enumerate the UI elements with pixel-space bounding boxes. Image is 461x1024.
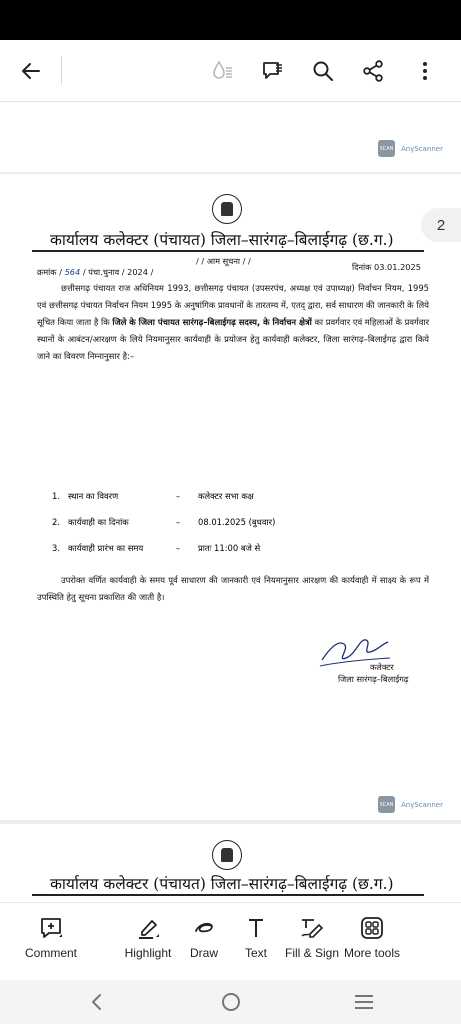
top-toolbar (0, 40, 461, 102)
scan-logo-icon (378, 796, 395, 813)
comments-icon[interactable] (256, 54, 290, 88)
item-label: स्थान का विवरण (68, 491, 119, 501)
comment-tool[interactable] (13, 915, 89, 960)
date-text: दिनांक 03.01.2025 (352, 262, 421, 272)
tool-label: Text (244, 946, 267, 960)
para1-bold: जिले के जिला पंचायत सारंगढ़–बिलाईगढ़ सदस्य, के निर्वाचन क्षेत्रों (112, 317, 312, 327)
item-number: 3. (52, 543, 60, 553)
title-underline (32, 250, 424, 252)
document-viewer[interactable] (0, 102, 461, 902)
watermark-text: AnyScanner (400, 800, 443, 809)
toolbar-divider (61, 56, 62, 84)
para1-start: छत्तीसगढ़ पंचायत राज अधिनियम 1993, छत्तीसगढ़ पंचायत (उपसरपंच, अध्यक्ष एवं उपाध्यक्ष) निर्वाचन नियम, 1995 एवं छत्तीसगढ़ पंचायत निर्वाचन नियम 1995 के अनुषांगिक प्रावधानों के तारतम्य में, एतद् द्वारा, सर्व साधारण की जानकारी के लिये सूचित किया जाता है कि (37, 283, 429, 327)
page-2 (0, 174, 461, 820)
page-number-badge (421, 208, 461, 242)
item-label: कार्यवाही का दिनांक (68, 517, 129, 527)
nav-home-icon[interactable] (216, 988, 246, 1016)
item-value: कलेक्टर सभा कक्ष (198, 491, 254, 501)
office-title: कार्यालय कलेक्टर (पंचायत) जिला–सारंगढ़–बिलाईगढ़ (छ.ग.) (50, 231, 394, 249)
page-3-head (0, 824, 461, 902)
item-dash: – (176, 517, 181, 527)
system-nav-bar (0, 980, 461, 1024)
signatory-title: कलेक्टर (370, 662, 394, 672)
paragraph-2: उपरोक्त वर्णित कार्यवाही के समय पूर्व साधारण की जानकारी एवं नियमानुसार आरक्षण की कार्यवाही में साक्ष्य के रूप में उपस्थिति हेतु सूचना प्रकाशित की जाती है। (37, 575, 429, 602)
state-emblem (212, 840, 242, 870)
ref-suffix: / पंचा.चुनाव / 2024 / (82, 267, 154, 277)
item-number: 2. (52, 517, 60, 527)
scan-logo-text: SCAN (379, 801, 394, 808)
reference-line (37, 267, 153, 278)
nav-recents-icon[interactable] (349, 988, 379, 1016)
tool-label: More tools (343, 946, 401, 960)
list-item (52, 491, 254, 502)
scan-logo-icon (378, 140, 395, 157)
search-icon[interactable] (306, 54, 340, 88)
item-dash: – (176, 491, 181, 501)
watermark-text: AnyScanner (400, 144, 443, 153)
item-value: प्रातः 11:00 बजे से (198, 543, 261, 553)
paragraph-1 (37, 280, 429, 365)
ref-number: 564 (64, 267, 81, 277)
tool-label: Draw (189, 946, 218, 960)
bottom-tools-bar (0, 902, 461, 980)
tool-label: Highlight (124, 946, 172, 960)
tool-label: Fill & Sign (284, 946, 340, 960)
watermark (378, 796, 443, 813)
title-underline (32, 894, 424, 896)
tool-label: Comment (24, 946, 77, 960)
text-icon (243, 915, 269, 941)
more-tools[interactable] (334, 915, 410, 960)
share-icon[interactable] (356, 54, 390, 88)
para1-end: का प्रवर्गवार एवं महिलाओं के प्रवर्गवार स्थानों के आबंटन/आरक्षण के लिये नियमानुसार कार्यवाही के प्रयोजन हेतु कार्यवाही कलेक्टर, जिला सारंगढ़–बिलाईगढ़ द्वारा किये जाने का विवरण निम्नानुसार है:– (37, 317, 429, 361)
page-1-tail (0, 102, 461, 172)
ref-prefix: क्रमांक / (37, 267, 62, 277)
page-number: 2 (436, 216, 446, 234)
more-tools-grid-icon (359, 915, 385, 941)
nav-back-icon[interactable] (82, 988, 112, 1016)
highlight-pen-icon (135, 915, 161, 941)
item-value: 08.01.2025 (बुधवार) (198, 517, 276, 527)
read-aloud-icon[interactable] (206, 54, 240, 88)
office-title: कार्यालय कलेक्टर (पंचायत) जिला–सारंगढ़–बिलाईगढ़ (छ.ग.) (50, 875, 394, 893)
list-item (52, 543, 260, 554)
comment-add-icon (38, 915, 64, 941)
item-label: कार्यवाही प्रारंभ का समय (68, 543, 144, 553)
state-emblem (212, 194, 242, 224)
back-arrow-icon[interactable] (14, 54, 48, 88)
signatory-district: जिला सारंगढ़–बिलाईगढ़ (338, 674, 409, 684)
item-dash: – (176, 543, 181, 553)
status-bar (0, 0, 461, 40)
item-number: 1. (52, 491, 60, 501)
scan-logo-text: SCAN (379, 145, 394, 152)
more-vert-icon[interactable] (408, 54, 442, 88)
draw-icon (191, 915, 217, 941)
fill-sign-icon (299, 915, 325, 941)
watermark (378, 140, 443, 157)
notice-heading: / / आम सूचना / / (196, 256, 251, 266)
list-item (52, 517, 275, 528)
